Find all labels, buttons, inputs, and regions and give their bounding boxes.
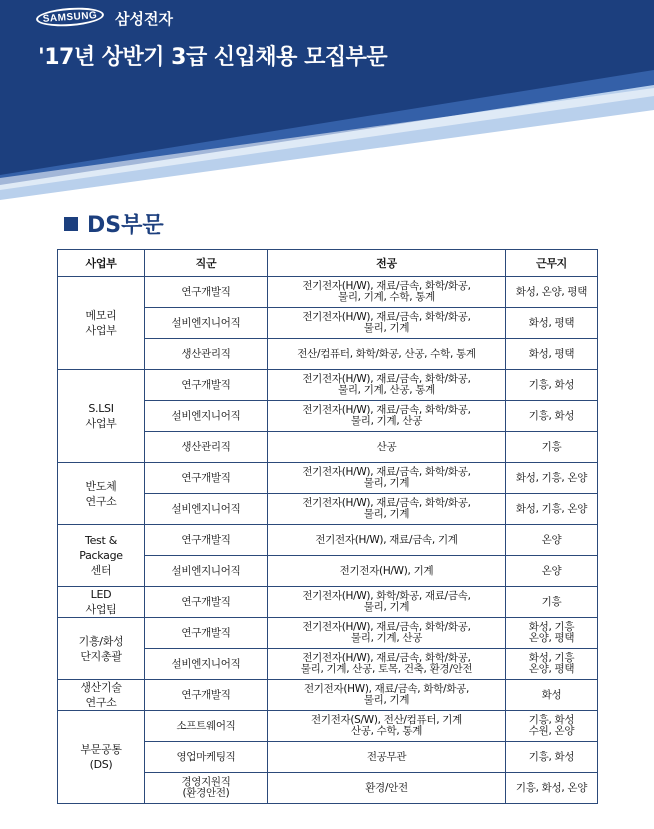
location-cell: 화성, 기흥, 온양 (506, 494, 598, 525)
job-cell: 연구개발직 (145, 525, 268, 556)
table-row (58, 680, 598, 711)
job-cell: 영업마케팅직 (145, 742, 268, 773)
location-cell: 화성, 평택 (506, 308, 598, 339)
job-cell: 설비엔지니어직 (145, 556, 268, 587)
major-cell: 전산/컴퓨터, 화학/화공, 산공, 수학, 통계 (268, 339, 506, 370)
location-cell: 화성, 평택 (506, 339, 598, 370)
division-cell: 생산기술 연구소 (58, 680, 145, 711)
job-cell: 연구개발직 (145, 370, 268, 401)
job-cell: 연구개발직 (145, 587, 268, 618)
table-row (58, 711, 598, 742)
major-cell: 산공 (268, 432, 506, 463)
header-location: 근무지 (506, 250, 598, 277)
table-body (58, 277, 598, 804)
job-cell: 경영지원직 (환경안전) (145, 773, 268, 804)
major-cell: 전기전자(H/W), 재료/금속, 기계 (268, 525, 506, 556)
header-banner (0, 0, 654, 200)
location-cell: 기흥, 화성, 온양 (506, 773, 598, 804)
recruitment-table (57, 249, 598, 804)
job-cell: 생산관리직 (145, 432, 268, 463)
major-cell: 전기전자(H/W), 재료/금속, 화학/화공, 물리, 기계 (268, 308, 506, 339)
division-cell: S.LSI 사업부 (58, 370, 145, 463)
major-cell: 전기전자(H/W), 재료/금속, 화학/화공, 물리, 기계, 산공, 통계 (268, 370, 506, 401)
major-cell: 전기전자(H/W), 재료/금속, 화학/화공, 물리, 기계, 수학, 통계 (268, 277, 506, 308)
major-cell: 전기전자(H/W), 기계 (268, 556, 506, 587)
table-row (58, 587, 598, 618)
major-cell: 전기전자(H/W), 재료/금속, 화학/화공, 물리, 기계, 산공 (268, 401, 506, 432)
table-row (58, 463, 598, 494)
location-cell: 기흥, 화성 (506, 370, 598, 401)
job-cell: 설비엔지니어직 (145, 401, 268, 432)
division-cell: 반도체 연구소 (58, 463, 145, 525)
location-cell: 화성, 기흥, 온양 (506, 463, 598, 494)
table-row (58, 277, 598, 308)
brand-name: 삼성전자 (115, 10, 173, 28)
job-cell: 연구개발직 (145, 277, 268, 308)
location-cell: 기흥, 화성 (506, 401, 598, 432)
location-cell: 기흥 (506, 587, 598, 618)
header-major: 전공 (268, 250, 506, 277)
major-cell: 전기전자(H/W), 재료/금속, 화학/화공, 물리, 기계, 산공, 토목, 건축, 환경/안전 (268, 649, 506, 680)
job-cell: 설비엔지니어직 (145, 494, 268, 525)
division-cell: 메모리 사업부 (58, 277, 145, 370)
major-cell: 전기전자(H/W), 화학/화공, 재료/금속, 물리, 기계 (268, 587, 506, 618)
job-cell: 연구개발직 (145, 680, 268, 711)
major-cell: 전공무관 (268, 742, 506, 773)
location-cell: 기흥, 화성 (506, 742, 598, 773)
division-cell: Test & Package 센터 (58, 525, 145, 587)
major-cell: 전기전자(HW), 재료/금속, 화학/화공, 물리, 기계 (268, 680, 506, 711)
location-cell: 기흥, 화성 수원, 온양 (506, 711, 598, 742)
location-cell: 온양 (506, 556, 598, 587)
job-cell: 설비엔지니어직 (145, 308, 268, 339)
division-cell: 기흥/화성 단지총괄 (58, 618, 145, 680)
section-title-text: DS부문 (87, 213, 164, 238)
section-title (64, 208, 164, 239)
location-cell: 화성, 기흥 온양, 평택 (506, 649, 598, 680)
location-cell: 화성, 온양, 평택 (506, 277, 598, 308)
square-bullet-icon (64, 217, 78, 231)
job-cell: 연구개발직 (145, 618, 268, 649)
major-cell: 전기전자(H/W), 재료/금속, 화학/화공, 물리, 기계 (268, 463, 506, 494)
division-cell: 부문공통 (DS) (58, 711, 145, 804)
location-cell: 화성, 기흥 온양, 평택 (506, 618, 598, 649)
job-cell: 소프트웨어직 (145, 711, 268, 742)
job-cell: 연구개발직 (145, 463, 268, 494)
header-job: 직군 (145, 250, 268, 277)
table-row (58, 370, 598, 401)
major-cell: 전기전자(H/W), 재료/금속, 화학/화공, 물리, 기계 (268, 494, 506, 525)
job-cell: 설비엔지니어직 (145, 649, 268, 680)
page-title: '17년 상반기 3급 신입채용 모집부문 (38, 45, 388, 70)
table-row (58, 618, 598, 649)
header-division: 사업부 (58, 250, 145, 277)
table-header-row (58, 250, 598, 277)
location-cell: 기흥 (506, 432, 598, 463)
samsung-logo: SAMSUNG (35, 6, 104, 29)
job-cell: 생산관리직 (145, 339, 268, 370)
major-cell: 전기전자(H/W), 재료/금속, 화학/화공, 물리, 기계, 산공 (268, 618, 506, 649)
division-cell: LED 사업팀 (58, 587, 145, 618)
location-cell: 화성 (506, 680, 598, 711)
major-cell: 전기전자(S/W), 전산/컴퓨터, 기계 산공, 수학, 통계 (268, 711, 506, 742)
location-cell: 온양 (506, 525, 598, 556)
major-cell: 환경/안전 (268, 773, 506, 804)
table-row (58, 525, 598, 556)
